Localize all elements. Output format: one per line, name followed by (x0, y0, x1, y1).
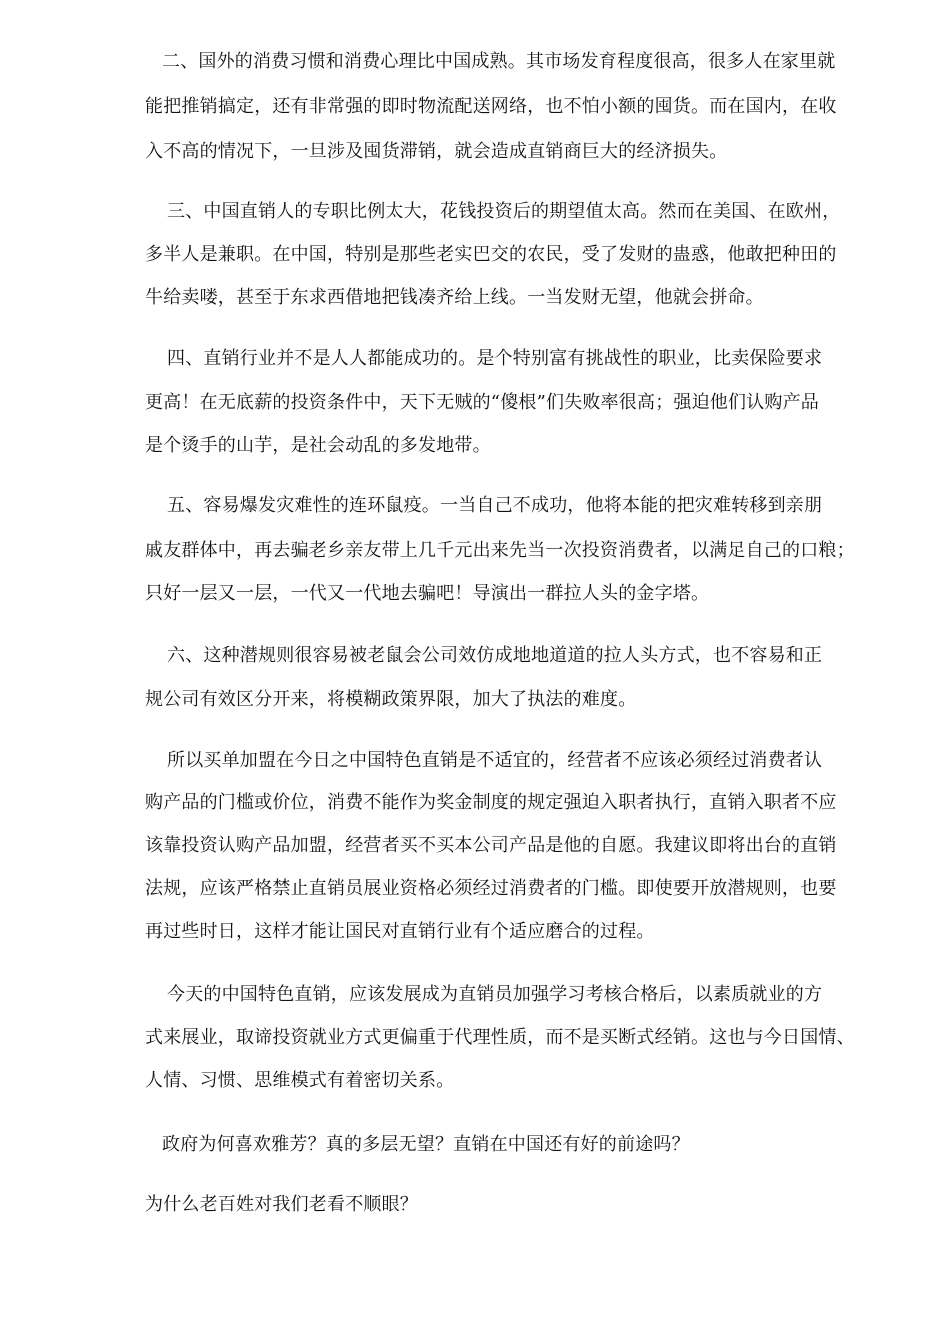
text-line: 人情、习惯、思维模式有着密切关系。 (145, 1070, 455, 1091)
text-line: 只好一层又一层，一代又一代地去骗吧！导演出一群拉人头的金字塔。 (145, 583, 710, 604)
text-line: 更高！在无底薪的投资条件中，天下无贼的“傻根”们失败率很高；强迫他们认购产品 (145, 392, 820, 413)
text-line: 购产品的门槛或价位，消费不能作为奖金制度的规定强迫入职者执行，直销入职者不应 (145, 792, 837, 813)
text-line: 三、中国直销人的专职比例太大，花钱投资后的期望值太高。然而在美国、在欧州， (167, 201, 841, 222)
text-line: 五、容易爆发灾难性的连环鼠疫。一当自己不成功，他将本能的把灾难转移到亲朋 (167, 495, 823, 516)
text-line: 二、国外的消费习惯和消费心理比中国成熟。其市场发育程度很高，很多人在家里就 (162, 51, 836, 72)
text-line: 规公司有效区分开来，将模糊政策界限，加大了执法的难度。 (145, 689, 637, 710)
text-line: 政府为何喜欢雅芳？真的多层无望？直销在中国还有好的前途吗？ (162, 1134, 690, 1155)
text-line: 能把推销搞定，还有非常强的即时物流配送网络，也不怕小额的囤货。而在国内，在收 (145, 96, 837, 117)
text-line: 牛给卖喽，甚至于东求西借地把钱凑齐给上线。一当发财无望，他就会拼命。 (145, 287, 764, 308)
text-line: 六、这种潜规则很容易被老鼠会公司效仿成地地道道的拉人头方式，也不容易和正 (167, 645, 823, 666)
text-line: 该靠投资认购产品加盟，经营者买不买本公司产品是他的自愿。我建议即将出台的直销 (145, 835, 837, 856)
text-line: 四、直销行业并不是人人都能成功的。是个特别富有挑战性的职业，比卖保险要求 (167, 348, 823, 369)
text-line: 所以买单加盟在今日之中国特色直销是不适宜的，经营者不应该必须经过消费者认 (167, 750, 823, 771)
text-line: 戚友群体中，再去骗老乡亲友带上几千元出来先当一次投资消费者，以满足自己的口粮； (145, 540, 855, 561)
text-line: 法规，应该严格禁止直销员展业资格必须经过消费者的门槛。即使要开放潜规则，也要 (145, 878, 837, 899)
text-line: 再过些时日，这样才能让国民对直销行业有个适应磨合的过程。 (145, 921, 655, 942)
text-line: 式来展业，取谛投资就业方式更偏重于代理性质，而不是买断式经销。这也与今日国情、 (145, 1027, 855, 1048)
text-line: 多半人是兼职。在中国，特别是那些老实巴交的农民，受了发财的蛊惑，他敢把种田的 (145, 244, 837, 265)
text-line: 入不高的情况下，一旦涉及囤货滞销，就会造成直销商巨大的经济损失。 (145, 141, 728, 162)
text-line: 为什么老百姓对我们老看不顺眼？ (145, 1194, 418, 1215)
text-line: 今天的中国特色直销，应该发展成为直销员加强学习考核合格后，以素质就业的方 (167, 984, 823, 1005)
text-line: 是个烫手的山芋，是社会动乱的多发地带。 (145, 435, 491, 456)
